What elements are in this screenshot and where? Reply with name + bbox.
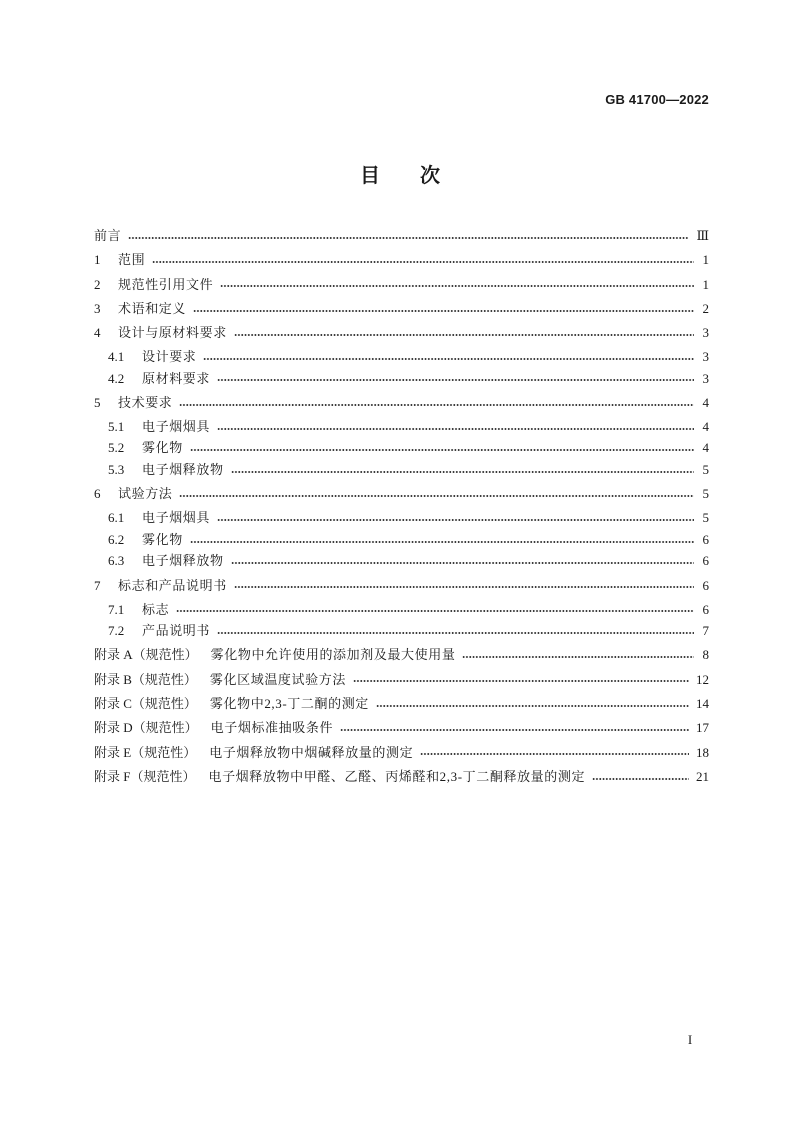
toc-entry [94,766,709,788]
toc-entry-number: 7.1 [108,601,125,617]
toc-leader-dots [231,470,694,474]
toc-leader-dots [376,704,689,708]
toc-entry-title: 术语和定义 [118,300,187,316]
toc-leader-dots [340,728,689,732]
toc-entry-title: 范围 [118,252,146,268]
toc-leader-dots [176,609,694,613]
toc-entry-title: 雾化物中允许使用的添加剂及最大使用量 [210,647,456,663]
toc-entry-page: 21 [696,768,709,784]
toc-entry [94,368,709,390]
toc-entry-number: 6 [94,486,101,502]
toc-entry-title: 试验方法 [118,486,173,502]
toc-entry [94,599,709,621]
toc-entry-number: 附录 D（规范性） [94,720,198,736]
toc-entry-title: 电子烟释放物 [142,461,224,477]
toc-leader-dots [203,357,694,361]
toc-entry-page: 5 [702,510,709,526]
toc-entry-page: 3 [702,325,709,341]
toc-entry [94,459,709,481]
toc-entry-page: 17 [696,720,709,736]
toc-entry-number: 附录 C（规范性） [94,695,197,711]
toc-entry-page: 6 [702,531,709,547]
toc-entry [94,507,709,529]
toc-entry-number: 4 [94,325,101,341]
toc-leader-dots [234,333,694,337]
toc-entry-title: 雾化区域温度试验方法 [209,671,346,687]
toc-entry [94,550,709,572]
toc-leader-dots [179,494,694,498]
toc-leader-dots [217,378,694,382]
toc-leader-dots [462,655,694,659]
footer-page-number: I [687,1032,693,1047]
toc-entry-number: 7 [94,577,101,593]
toc-entry [94,483,709,505]
toc-entry-title: 电子烟释放物中甲醛、乙醛、丙烯醛和2,3-丁二酮释放量的测定 [208,768,586,784]
toc-entry [94,717,709,739]
toc-entry [94,437,709,459]
toc-entry-title: 电子烟标准抽吸条件 [210,720,334,736]
toc-entry-number: 2 [94,276,101,292]
toc-entry [94,669,709,691]
toc-entry-page: 14 [696,695,709,711]
toc-entry-title: 设计要求 [142,349,197,365]
page-title: 目 次 [360,163,440,187]
toc-entry-title: 电子烟烟具 [142,510,211,526]
toc-entry-page: 4 [702,440,709,456]
toc-entry [94,693,709,715]
toc-entry-title: 产品说明书 [142,623,211,639]
toc-entry-number: 7.2 [108,623,125,639]
toc-leader-dots [420,752,689,756]
toc-leader-dots [217,631,694,635]
toc-entry-number: 附录 B（规范性） [94,671,197,687]
toc-entry-page: 2 [702,300,709,316]
toc-entry-title: 规范性引用文件 [118,276,214,292]
toc-entry [94,392,709,414]
toc-entry [94,742,709,764]
toc-entry-number: 附录 A（规范性） [94,647,198,663]
toc-entry-title: 电子烟释放物 [142,553,224,569]
toc-entry [94,249,709,271]
toc-entry-number: 5.1 [108,418,125,434]
toc-entry-number: 5.2 [108,440,125,456]
toc-entry-title: 雾化物中2,3-丁二酮的测定 [209,695,369,711]
toc-entry [94,298,709,320]
toc-entry-number: 附录 F（规范性） [94,768,196,784]
toc-entry [94,322,709,344]
toc-entry-page: 3 [702,370,709,386]
toc-entry-title: 标志和产品说明书 [118,577,227,593]
toc-entry-page: 1 [702,276,709,292]
toc-entry-number: 5 [94,394,101,410]
toc-leader-dots [152,260,694,264]
toc-entry [94,225,709,247]
toc-entry-page: Ⅲ [696,228,709,243]
toc-entry [94,346,709,368]
toc-leader-dots [220,284,694,288]
toc-entry-title: 电子烟释放物中烟碱释放量的测定 [209,744,414,760]
toc-entry-title: 前言 [94,228,122,243]
toc-entry-number: 5.3 [108,461,125,477]
standard-number: GB 41700—2022 [605,92,709,107]
toc-entry-number: 6.2 [108,531,125,547]
toc-leader-dots [190,540,694,544]
table-of-contents [94,225,709,787]
toc-leader-dots [217,427,694,431]
toc-leader-dots [193,309,694,313]
toc-leader-dots [592,777,689,781]
toc-entry-page: 1 [702,252,709,268]
toc-entry-page: 6 [702,553,709,569]
toc-entry-number: 4.2 [108,370,125,386]
toc-leader-dots [128,236,689,240]
toc-entry-number: 3 [94,300,101,316]
toc-entry [94,644,709,666]
toc-entry [94,529,709,551]
toc-entry-page: 7 [702,623,709,639]
toc-entry-number: 1 [94,252,101,268]
toc-leader-dots [190,448,694,452]
toc-entry-page: 3 [702,349,709,365]
toc-entry-page: 4 [702,418,709,434]
toc-entry-number: 4.1 [108,349,125,365]
toc-leader-dots [179,403,694,407]
toc-entry-page: 5 [702,461,709,477]
toc-entry-page: 12 [696,671,709,687]
toc-entry-page: 5 [702,486,709,502]
toc-entry-title: 雾化物 [142,440,183,456]
toc-leader-dots [353,679,689,683]
toc-entry-page: 6 [702,577,709,593]
toc-entry-page: 8 [702,647,709,663]
toc-entry-number: 6.3 [108,553,125,569]
toc-entry-number: 6.1 [108,510,125,526]
toc-leader-dots [217,518,694,522]
toc-entry-title: 设计与原材料要求 [118,325,227,341]
toc-entry-title: 技术要求 [118,394,173,410]
toc-entry-title: 电子烟烟具 [142,418,211,434]
toc-entry [94,416,709,438]
toc-entry [94,575,709,597]
toc-entry-title: 标志 [142,601,170,617]
toc-leader-dots [231,561,694,565]
toc-entry-page: 18 [696,744,709,760]
toc-entry-title: 原材料要求 [142,370,211,386]
toc-entry-page: 4 [702,394,709,410]
toc-entry [94,274,709,296]
toc-entry-number: 附录 E（规范性） [94,744,197,760]
toc-entry-title: 雾化物 [142,531,183,547]
toc-leader-dots [234,585,694,589]
toc-entry-page: 6 [702,601,709,617]
toc-entry [94,620,709,642]
